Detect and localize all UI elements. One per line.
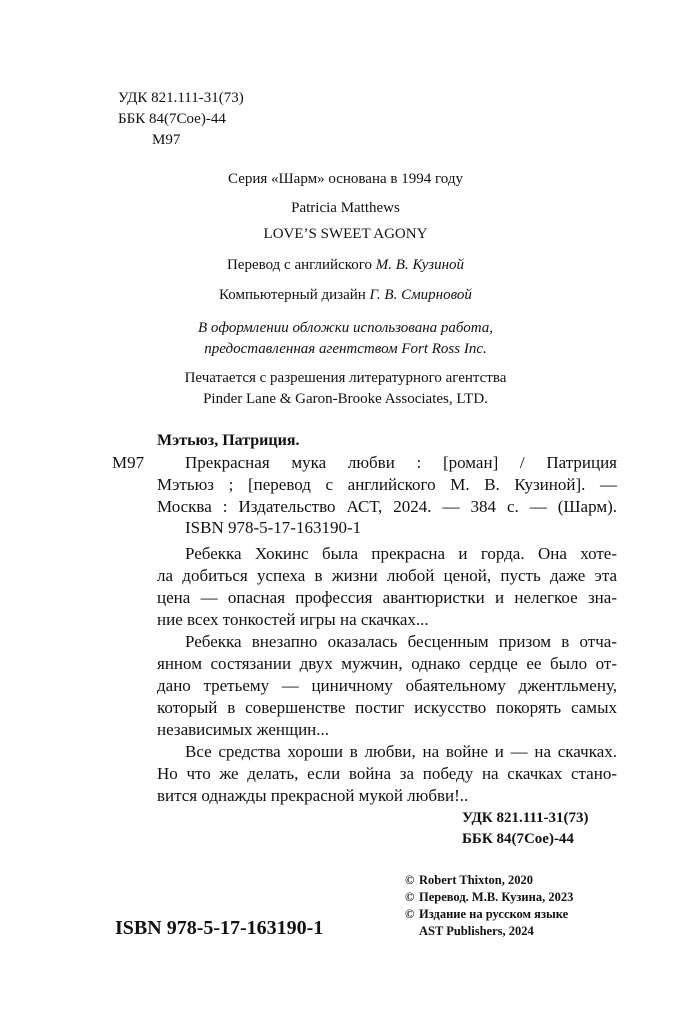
annotation-line: который в совершенстве постиг искусство покорять самых	[157, 698, 617, 717]
series-line: Серия «Шарм» основана в 1994 году	[228, 171, 463, 187]
design-label: Компьютерный дизайн	[219, 287, 366, 303]
annotation-line: дано третьему — циничному обаятельному джентльмену,	[157, 676, 617, 695]
annotation-line: цена — опасная профессия авантюристки и нелегкое зна-	[157, 588, 617, 607]
catalog-desc-line1: Прекрасная мука любви : [роман] / Патриция	[185, 453, 617, 472]
annotation-line: Ребекка внезапно оказалась бесценным призом в отча-	[185, 632, 617, 651]
permission-line2: Pinder Lane & Garon-Brooke Associates, LTD.	[203, 391, 488, 407]
bottom-codes	[462, 808, 589, 850]
annotation-line: ла добиться успеха в жизни любой ценой, пусть даже эта	[157, 566, 617, 585]
annotation	[157, 543, 617, 807]
copyright-icon: ©	[405, 873, 415, 887]
translation-label: Перевод с английского	[226, 257, 373, 273]
copyright-line: © Robert Thixton, 2020	[405, 873, 534, 887]
design-name: Г. В. Смирновой	[369, 287, 472, 303]
copyright-icon: ©	[405, 907, 415, 921]
copyright-line: © Издание на русском языке	[405, 907, 569, 921]
bottom-udk: УДК 821.111-31(73)	[462, 810, 589, 826]
bbk-code: ББК 84(7Сое)-44	[118, 111, 226, 127]
catalog-description	[157, 452, 617, 518]
bottom-bbk: ББК 84(7Сое)-44	[462, 831, 574, 847]
catalog-desc-line2: Мэтьюз ; [перевод с английского М. В. Кузиной]. —	[157, 475, 617, 494]
original-author: Patricia Matthews	[291, 200, 400, 216]
cover-note-line2: предоставленная агентством Fort Ross Inc.	[204, 341, 487, 357]
cover-note-line1: В оформлении обложки использована работа,	[197, 320, 493, 336]
udk-code: УДК 821.111-31(73)	[118, 90, 244, 106]
copyright-icon: ©	[405, 890, 415, 904]
annotation-line: янном состязании двух мужчин, однако сердце ее было от-	[157, 654, 617, 673]
translation-credit	[0, 257, 691, 274]
annotation-line: независимых женщин...	[157, 720, 330, 739]
catalog-desc-line3: Москва : Издательство АСТ, 2024. — 384 с. — (Шарм).	[157, 497, 617, 516]
isbn-large: ISBN 978-5-17-163190-1	[115, 917, 324, 939]
annotation-line: вится однажды прекрасной мукой любви!..	[157, 786, 469, 805]
original-title: LOVE’S SWEET AGONY	[263, 226, 428, 242]
annotation-line: Ребекка Хокинс была прекрасна и горда. Она хоте-	[185, 544, 617, 563]
translation-name: М. В. Кузиной	[375, 257, 465, 273]
author-mark: М97	[152, 132, 181, 148]
header-codes	[118, 88, 244, 151]
copyright-line: AST Publishers, 2024	[419, 924, 534, 938]
catalog-isbn: ISBN 978-5-17-163190-1	[185, 518, 362, 537]
permission-note	[0, 368, 691, 410]
annotation-line: Но что же делать, если война за победу на скачках стано-	[157, 764, 617, 783]
annotation-line: Все средства хороши в любви, на войне и — на скачках.	[185, 742, 617, 761]
catalog-author: Мэтьюз, Патриция.	[157, 432, 300, 449]
copyright-line: © Перевод. М.В. Кузина, 2023	[405, 890, 574, 904]
permission-line1: Печатается с разрешения литературного агентства	[184, 370, 507, 386]
annotation-line: ние всех тонкостей игры на скачках...	[157, 610, 429, 629]
catalog-code: М97	[112, 453, 145, 472]
copyright-block	[405, 872, 573, 940]
design-credit	[0, 287, 691, 304]
cover-note	[0, 318, 691, 360]
